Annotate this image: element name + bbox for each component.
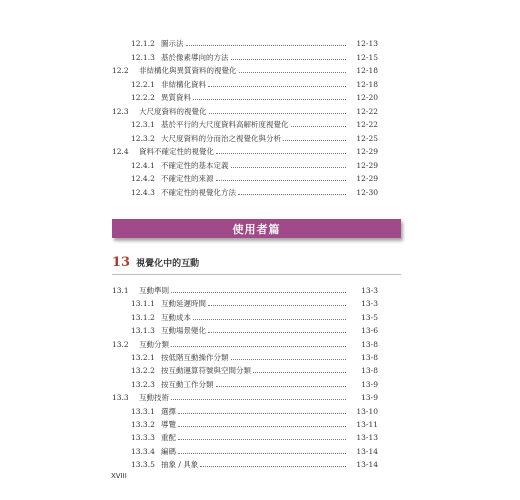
part-banner [112, 219, 401, 238]
toc-leader-dots [209, 113, 347, 114]
toc-entry-title: 基於平行的大尺度資料高解析度視覺化 [161, 120, 289, 129]
toc-entry-title: 導覽 [161, 420, 176, 429]
toc-entry-number: 13.2.1 [131, 353, 155, 362]
page-number: XVIII [111, 472, 127, 480]
toc-entry [112, 284, 378, 297]
part-banner-title: 使用者篇 [232, 222, 281, 236]
toc-leader-dots [283, 140, 346, 141]
toc-entry-title: 互動分類 [139, 339, 169, 349]
toc-entry-page: 13-9 [361, 379, 378, 389]
toc-entry-number: 13.1.3 [131, 326, 155, 336]
toc-entry-page: 12-29 [356, 147, 378, 156]
toc-entry-number: 12.1.3 [131, 52, 155, 62]
toc-entry [131, 311, 378, 324]
toc-entry-title: 非結構化資料 [161, 79, 206, 89]
toc-entry [112, 145, 378, 158]
toc-leader-dots [253, 372, 346, 373]
toc-entry-title: 不確定性的基本定義 [161, 160, 229, 170]
toc-entry [131, 186, 378, 199]
toc-entry [112, 105, 378, 118]
toc-entry-title: 圖示法 [161, 39, 184, 48]
toc-entry-number: 12.2 [112, 66, 129, 75]
toc-entry-page: 12-13 [356, 39, 378, 48]
toc-entry-number: 13.2.3 [131, 379, 155, 389]
toc-entry [131, 297, 378, 310]
toc-entry [112, 391, 378, 404]
toc-entry-number: 13.1 [112, 286, 129, 295]
toc-entry-page: 12-22 [356, 106, 378, 116]
toc-entry-number: 13.2 [112, 339, 129, 349]
toc-entry-number: 12.4.3 [131, 187, 155, 197]
toc-entry-number: 13.3.5 [131, 460, 155, 470]
toc-entry [131, 364, 378, 377]
toc-entry-page: 12-29 [356, 174, 378, 183]
toc-entry-page: 12-22 [356, 120, 378, 129]
toc-entry-number: 13.3 [112, 393, 129, 403]
toc-entry-page: 13-14 [356, 446, 378, 456]
toc-entry [131, 132, 378, 145]
chapter-divider [112, 274, 401, 275]
toc-entry-title: 互動場景變化 [161, 326, 206, 336]
toc-leader-dots [193, 99, 346, 100]
toc-leader-dots [208, 86, 346, 87]
toc-entry-page: 13-11 [356, 420, 378, 429]
toc-entry-number: 12.2.2 [131, 93, 155, 102]
toc-entry [131, 159, 378, 172]
toc-entry [131, 405, 378, 418]
toc-entry-title: 異質資料 [161, 93, 191, 102]
toc-entry-title: 按互動運算符號與空間分類 [161, 366, 251, 376]
toc-entry [131, 324, 378, 337]
toc-entry-title: 重配 [161, 433, 176, 443]
toc-entry [131, 378, 378, 391]
chapter-title: 視覺化中的互動 [136, 259, 200, 269]
toc-entry-number: 13.1.1 [131, 299, 155, 309]
toc-entry-number: 12.4.2 [131, 174, 155, 183]
toc-leader-dots [291, 126, 347, 127]
toc-entry [131, 91, 378, 104]
toc-entry [131, 118, 378, 131]
toc-entry-number: 12.3 [112, 106, 129, 116]
toc-entry-number: 12.4.1 [131, 160, 155, 170]
toc-entry-title: 互動準則 [139, 286, 169, 295]
toc-entry-page: 13-8 [361, 366, 378, 376]
toc-entry-title: 選擇 [161, 406, 176, 416]
toc-entry-page: 13-10 [356, 406, 378, 416]
toc-leader-dots [216, 386, 347, 387]
toc-entry-page: 13-9 [361, 393, 378, 403]
toc-leader-dots [186, 45, 347, 46]
toc-leader-dots [178, 413, 346, 414]
toc-entry-number: 13.3.1 [131, 406, 155, 416]
toc-entry [112, 338, 378, 351]
toc-leader-dots [171, 399, 346, 400]
toc-entry-page: 13-8 [361, 353, 378, 362]
toc-entry-title: 互動技術 [139, 393, 169, 403]
toc-entry-page: 12-20 [356, 93, 378, 102]
toc-entry [131, 445, 378, 458]
toc-entry-number: 12.4 [112, 147, 129, 156]
toc-leader-dots [208, 332, 346, 333]
toc-entry-number: 13.1.2 [131, 312, 155, 322]
toc-entry-title: 不確定性的視覺化方法 [161, 187, 236, 197]
toc-entry-number: 13.3.4 [131, 446, 155, 456]
toc-entry-number: 13.3.2 [131, 420, 155, 429]
chapter-heading [112, 255, 199, 271]
toc-entry-page: 12-18 [356, 66, 378, 75]
toc-entry-title: 大尺度資料的分而治之視覺化與分析 [161, 133, 281, 143]
chapter-number: 13 [112, 255, 131, 270]
toc-entry-title: 編碼 [161, 446, 176, 456]
toc-leader-dots [193, 319, 346, 320]
toc-leader-dots [231, 59, 347, 60]
toc-entry-title: 不確定性的來源 [161, 174, 214, 183]
toc-leader-dots [231, 167, 347, 168]
toc-leader-dots [178, 426, 346, 427]
toc-entry-number: 12.3.1 [131, 120, 155, 129]
toc-leader-dots [171, 346, 346, 347]
toc-entry-number: 12.3.2 [131, 133, 155, 143]
toc-entry-number: 13.3.3 [131, 433, 155, 443]
toc-entry-page: 13-14 [356, 460, 378, 470]
toc-entry [131, 431, 378, 444]
toc-entry-title: 按低階互動操作分類 [161, 353, 229, 362]
toc-entry-title: 互動延遲時間 [161, 299, 206, 309]
toc-entry-page: 13-8 [361, 339, 378, 349]
toc-leader-dots [178, 453, 346, 454]
toc-entry-number: 12.2.1 [131, 79, 155, 89]
toc-entry-number: 12.1.2 [131, 39, 155, 48]
toc-entry-page: 12-15 [356, 52, 378, 62]
toc-entry-page: 12-30 [356, 187, 378, 197]
toc-entry-number: 13.2.2 [131, 366, 155, 376]
toc-entry-page: 12-25 [356, 133, 378, 143]
toc-entry-page: 13-3 [361, 286, 378, 295]
toc-entry-page: 13-6 [361, 326, 378, 336]
toc-entry [131, 351, 378, 364]
toc-leader-dots [238, 194, 346, 195]
toc-entry [131, 172, 378, 185]
toc-entry [131, 37, 378, 50]
toc-leader-dots [216, 180, 347, 181]
toc-entry-title: 非結構化與異質資料的視覺化 [139, 66, 237, 75]
toc-leader-dots [171, 292, 346, 293]
toc-entry-page: 12-29 [356, 160, 378, 170]
toc-leader-dots [216, 153, 346, 154]
toc-entry-title: 互動成本 [161, 312, 191, 322]
toc-leader-dots [200, 466, 346, 467]
toc-entry-title: 按互動工作分類 [161, 379, 214, 389]
toc-entry-title: 大尺度資料的視覺化 [139, 106, 207, 116]
toc-entry [131, 78, 378, 91]
toc-entry [112, 64, 378, 77]
toc-entry [131, 418, 378, 431]
toc-entry [131, 458, 378, 471]
toc-entry-page: 13-13 [356, 433, 378, 443]
toc-leader-dots [239, 72, 347, 73]
toc-entry-page: 13-5 [361, 312, 378, 322]
toc-leader-dots [178, 439, 346, 440]
toc-entry-title: 資料不確定性的視覺化 [139, 147, 214, 156]
toc-entry-title: 基於像素導向的方法 [161, 52, 229, 62]
toc-entry-page: 13-3 [361, 299, 378, 309]
toc-leader-dots [231, 359, 347, 360]
toc-entry-page: 12-18 [356, 79, 378, 89]
toc-entry-title: 抽象 / 具象 [161, 460, 199, 470]
toc-entry [131, 51, 378, 64]
toc-leader-dots [208, 305, 346, 306]
